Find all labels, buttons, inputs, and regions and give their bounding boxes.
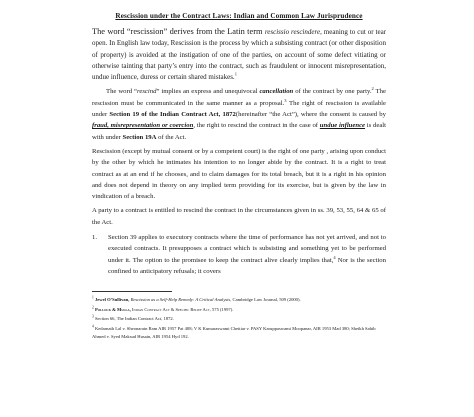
footnote-text: Kedarnath Lal v. Sheonarain Ram AIR 1957 Pat 408; V K Kumaraswami Chettiar v. PASY Karuppaswami Moopanar, AIR 1953 Mad 380; Sheikh Sahib Ahmed v. Syed Maksud Husain, AIR 1954 Hyd 192.: [92, 326, 376, 339]
emphasis-cancellation: cancellation: [259, 88, 294, 96]
footnote-marker: 2: [371, 86, 374, 92]
footnote-4: [92, 325, 386, 340]
footnote-divider: [92, 291, 172, 292]
footnote-1: [92, 296, 386, 304]
document-body: [92, 12, 386, 342]
list-item-text: [108, 232, 386, 277]
footnote-marker: 1: [234, 71, 237, 77]
footnote-number: 1: [92, 295, 94, 300]
footnote-text: Section 66, The Indian Contract Act, 1872.: [94, 316, 174, 322]
paragraph-rescission-right: Rescission (except by mutual consent or by a competent court) is the right of one party , arising upon conduct by the other by which he intimates his intention to no longer abide by the contract. It is a right to treat contract as at an end if he chooses, and to claim damages for its total breach, but it is a right in his opinion and does not depend in theory on any implied term providing for its exercise, but is given by the law in vindication of a breach.: [92, 147, 386, 201]
latin-term: rescissio rescindere: [264, 28, 321, 36]
section-19a-reference: Section 19A: [122, 133, 157, 141]
footnote-2: [92, 306, 386, 314]
paragraph-text: , the right to rescind the contract in the case of: [193, 122, 320, 130]
emphasis-fraud: fraud, misrepresentation or coercion: [92, 122, 194, 130]
paragraph-text: of the contract by one party.: [293, 88, 372, 96]
footnote-number: 2: [92, 305, 94, 310]
paragraph-lead-text: The word “rescission” derives from the Latin term: [92, 27, 265, 36]
paragraph-text: is dealt with under: [92, 122, 387, 141]
footnote-author: Pollock & Mulla,: [94, 306, 133, 312]
footnote-number: 4: [92, 324, 94, 329]
footnote-title: Rescission as a Self-Help Remedy: A Critical Analysis: [130, 297, 231, 303]
section-19-reference: Section 19 of the Indian Contract Act, 1872: [109, 111, 236, 119]
emphasis-undue-influence: undue influence: [319, 122, 366, 130]
paragraph-text: The word “: [106, 88, 137, 96]
list-item-section-39: [92, 232, 386, 277]
paragraph-text: (hereinafter “the Act”), where the consent is caused by: [235, 111, 386, 119]
paragraph-text: , meaning to cut or tear open. In English law today, Rescission is the process by which a subsisting contract (or other disposition of property) is avoided at the instigation of one of the parties, on account of some defect vitiating or otherwise tainting that party’s entry into the contract, such as fraudulent or innocent misrepresentation, undue influence, duress or certain shared mistakes.: [92, 28, 387, 82]
footnote-3: [92, 315, 386, 323]
paragraph-entitled-to-rescind: A party to a contract is entitled to rescind the contract in the circumstances given in ss. 39, 53, 55, 64 & 65 of the Act.: [92, 207, 386, 226]
emphasis-rescind: rescind: [137, 88, 157, 96]
list-item-body: Section 39 applies to executory contracts where the time of performance has not yet arrived, and not to executed contracts. It presupposes a contract which is subsisting and something yet to be performed under it. The option to the promisee to keep the contract alive clearly implies that,: [108, 234, 386, 264]
paragraph-rescission-definition: [92, 26, 386, 83]
list-item-number: 1.: [92, 234, 98, 242]
paragraph-rescind-meaning: [92, 86, 386, 142]
footnote-marker: 3: [284, 97, 287, 103]
footnote-author: Jewel O’Sullivan,: [94, 297, 131, 303]
paragraph-text: The rescission must be communicated in the same manner as a proposal.: [92, 88, 386, 107]
paragraph-text: The right of rescission is available under: [92, 99, 386, 119]
footnote-number: 3: [92, 314, 94, 319]
footnote-source: , 575 (1997).: [209, 306, 234, 312]
footnote-marker: 4: [333, 254, 336, 260]
footnote-title: Indian Contract Act & Specific Relief Act: [132, 306, 210, 312]
paragraph-text: of the Act.: [156, 133, 187, 141]
footnote-source: , Cambridge Law Journal, 509 (2000).: [230, 297, 301, 303]
list-item-body: Nor is the section confined to anticipatory refusals; it covers: [108, 256, 386, 275]
paragraph-text: ” implies an express and unequivocal: [156, 88, 260, 96]
document-heading: Rescission under the Contract Laws: Indian and Common Law Jurisprudence: [115, 12, 363, 20]
